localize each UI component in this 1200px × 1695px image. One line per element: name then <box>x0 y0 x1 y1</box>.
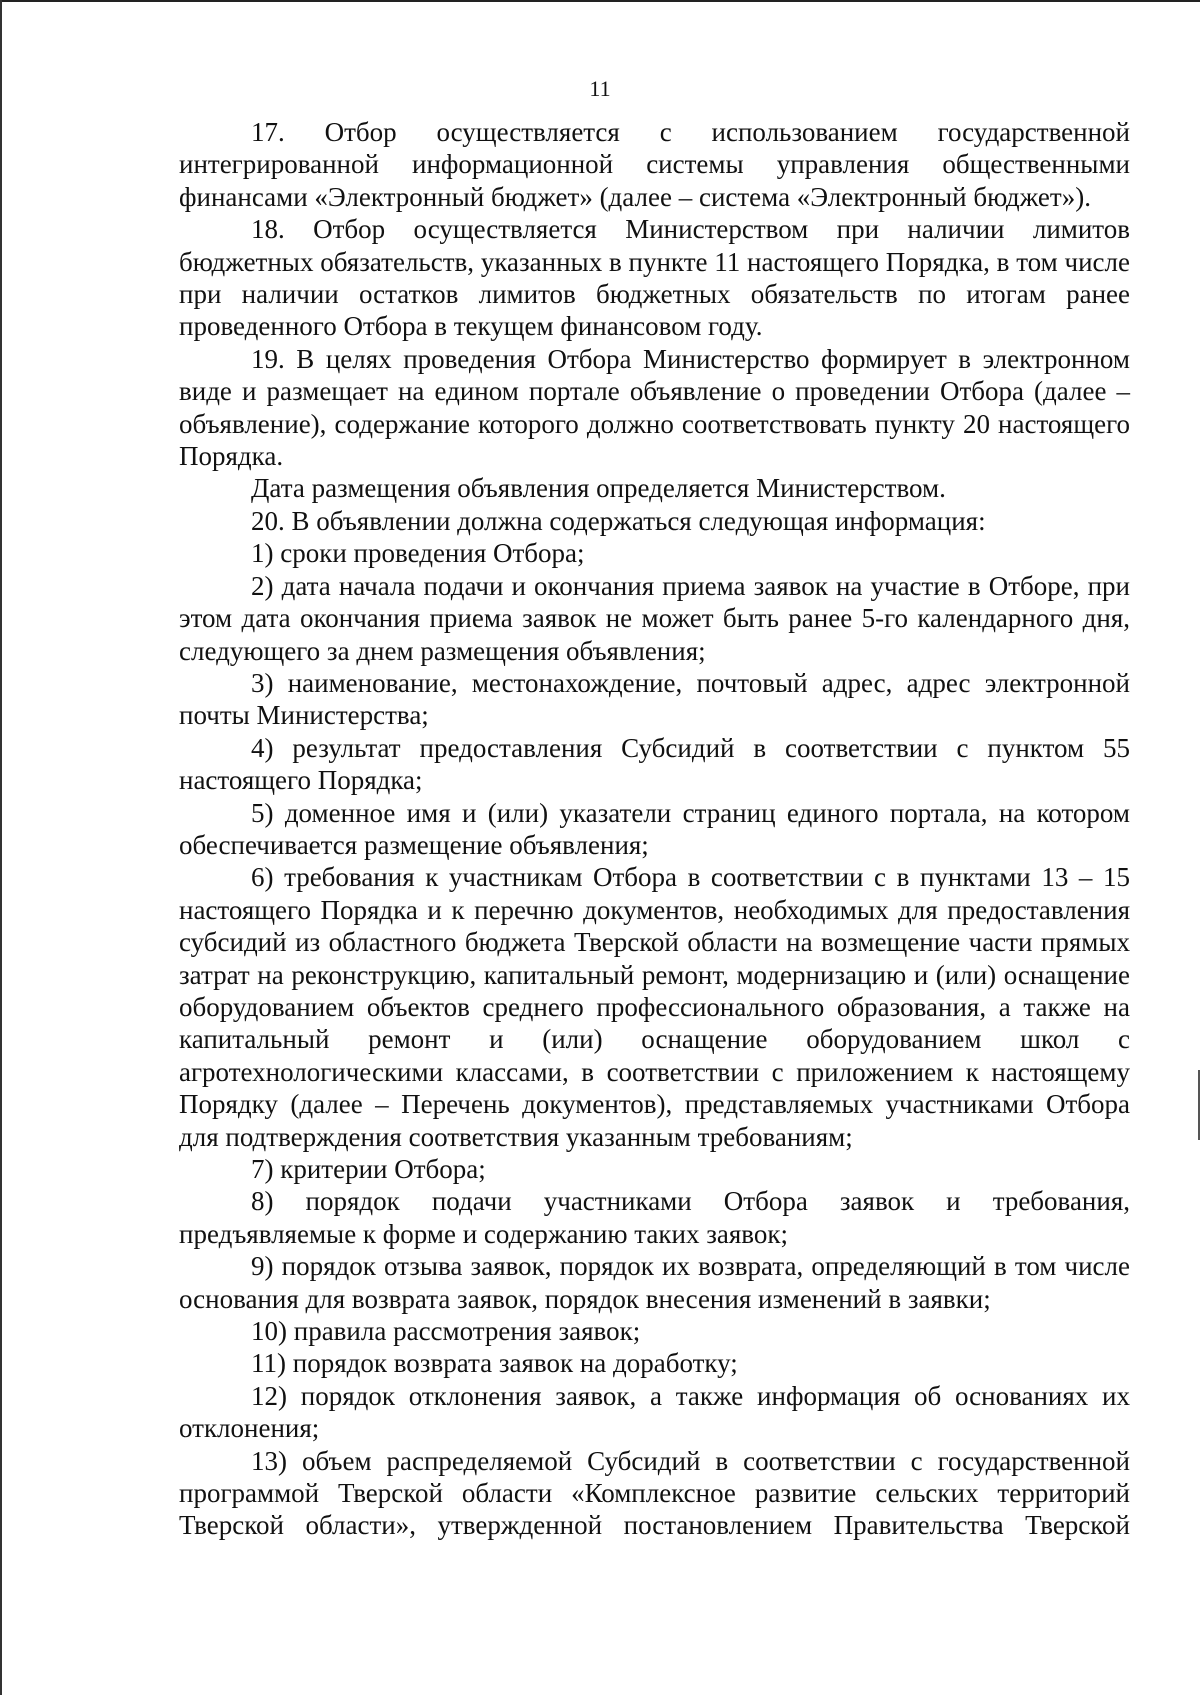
paragraph-17: 17. Отбор осуществляется с использованием государственной интегрированной информационной системы управления общественными финансами «Электронный бюджет» (далее – система «Электронный бюджет»). <box>179 117 1130 212</box>
list-item-5: 5) доменное имя и (или) указатели страниц единого портала, на котором обеспечивается размещение объявления; <box>179 797 1130 860</box>
list-item-11: 11) порядок возврата заявок на доработку; <box>251 1348 738 1379</box>
list-item-1: 1) сроки проведения Отбора; <box>251 538 585 569</box>
list-item-13: 13) объем распределяемой Субсидий в соответствии с государственной программой Тверской области «Комплексное развитие сельских территорий Тверской области», утвержденной постановлением Правительства Тверской <box>179 1445 1130 1541</box>
document-body <box>179 116 1130 1542</box>
list-item-9: 9) порядок отзыва заявок, порядок их возврата, определяющий в том числе основания для возврата заявок, порядок внесения изменений в заявки; <box>179 1251 1130 1314</box>
list-item-4: 4) результат предоставления Субсидий в соответствии с пунктом 55 настоящего Порядка; <box>179 732 1130 796</box>
list-item-8: 8) порядок подачи участниками Отбора заявок и требования, предъявляемые к форме и содержанию таких заявок; <box>179 1186 1130 1249</box>
paragraph-19: 19. В целях проведения Отбора Министерство формирует в электронном виде и размещает на едином портале объявление о проведении Отбора (далее – объявление), содержание которого должно соответствовать пункту 20 настоящего Порядка. <box>179 343 1130 472</box>
page-number: 11 <box>589 76 611 101</box>
list-item-10: 10) правила рассмотрения заявок; <box>251 1316 641 1347</box>
paragraph-18: 18. Отбор осуществляется Министерством при наличии лимитов бюджетных обязательств, указанных в пункте 11 настоящего Порядка, в том числе при наличии остатков лимитов бюджетных обязательств по итогам ранее проведенного Отбора в текущем финансовом году. <box>179 214 1130 342</box>
list-item-2: 2) дата начала подачи и окончания приема заявок на участие в Отборе, при этом дата окончания приема заявок не может быть ранее 5-го календарного дня, следующего за днем размещения объявления; <box>179 570 1130 666</box>
list-item-3: 3) наименование, местонахождение, почтовый адрес, адрес электронной почты Министерства; <box>179 667 1130 731</box>
paragraph-20: 20. В объявлении должна содержаться следующая информация: <box>251 505 986 536</box>
scan-edge-top <box>0 0 1200 2</box>
list-item-7: 7) критерии Отбора; <box>251 1154 486 1184</box>
paragraph-publication-date: Дата размещения объявления определяется Министерством. <box>251 473 946 504</box>
list-item-12: 12) порядок отклонения заявок, а также информация об основаниях их отклонения; <box>179 1380 1130 1444</box>
list-item-6: 6) требования к участникам Отбора в соответствии с в пунктами 13 – 15 настоящего Порядка и к перечню документов, необходимых для предоставления субсидий из областного бюджета Тверской области на возмещение части прямых затрат на реконструкцию, капитальный ремонт, модернизацию и (или) оснащение оборудованием объектов среднего профессионального образования, а также на капитальный ремонт и (или) оснащение оборудованием школ с агротехнологическими классами, в соответствии с приложением к настоящему Порядку (далее – Перечень документов), представляемых участниками Отбора для подтверждения соответствия указанным требованиям; <box>179 862 1130 1152</box>
scan-edge-left <box>0 0 2 1695</box>
